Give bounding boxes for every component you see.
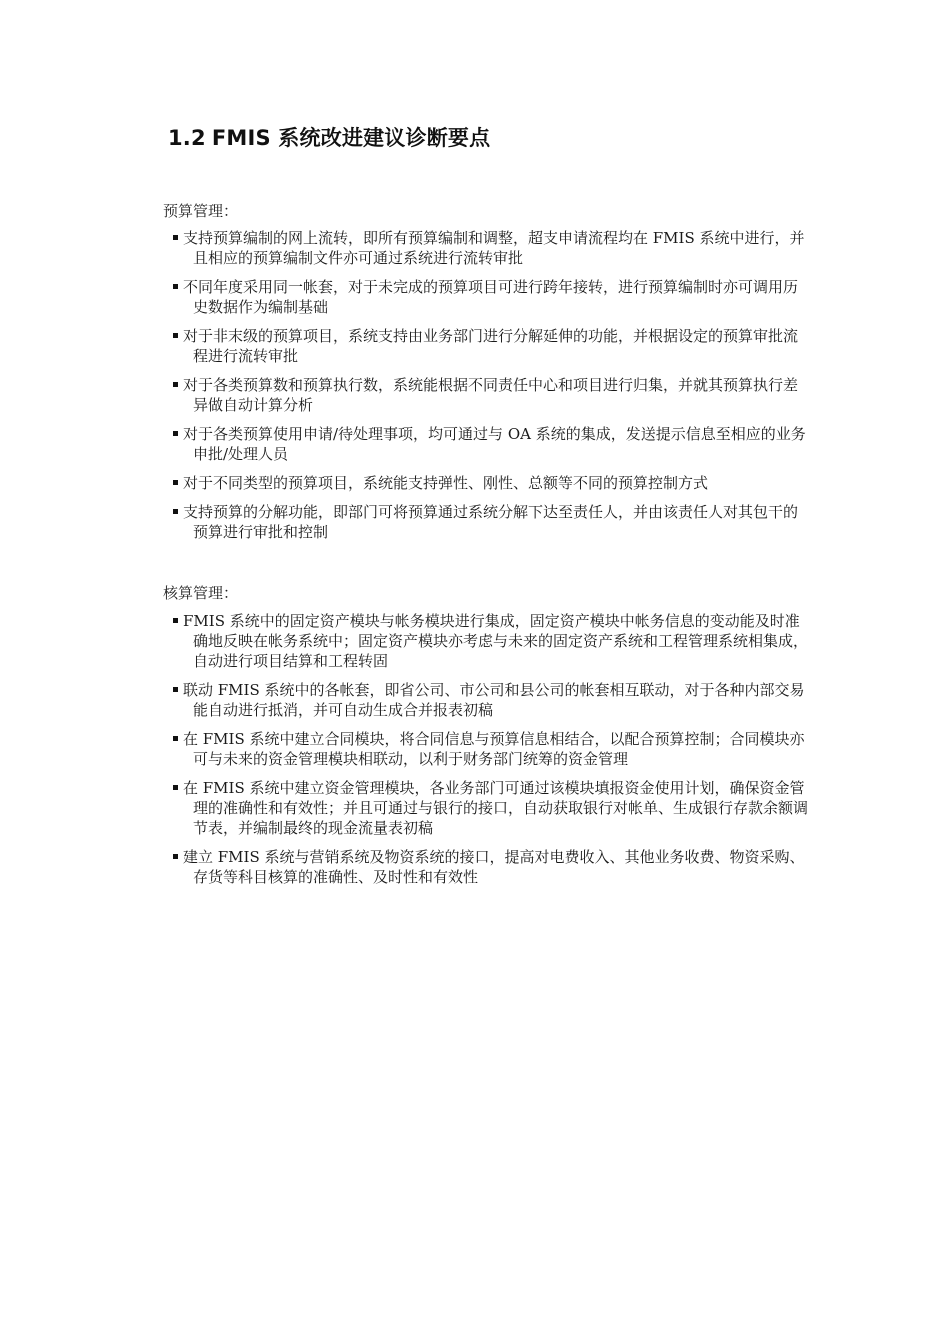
- title-text: FMIS 系统改进建议诊断要点: [211, 126, 491, 150]
- bullet-icon: [173, 382, 178, 387]
- list-item-text: 联动 FMIS 系统中的各帐套，即省公司、市公司和县公司的帐套相互联动，对于各种内部交易能自动进行抵消，并可自动生成合并报表初稿: [183, 681, 805, 719]
- list-item-text: 在 FMIS 系统中建立合同模块，将合同信息与预算信息相结合，以配合预算控制；合同模块亦可与未来的资金管理模块相联动，以利于财务部门统筹的资金管理: [183, 730, 805, 768]
- budget-list: [163, 228, 809, 551]
- bullet-icon: [173, 235, 178, 240]
- bullet-icon: [173, 284, 178, 289]
- list-item-text: 对于各类预算使用申请/待处理事项，均可通过与 OA 系统的集成，发送提示信息至相应的业务申批/处理人员: [183, 425, 806, 463]
- list-item-text: 支持预算编制的网上流转，即所有预算编制和调整，超支申请流程均在 FMIS 系统中进行，并且相应的预算编制文件亦可通过系统进行流转审批: [183, 229, 805, 267]
- budget-section-heading: 预算管理：: [163, 202, 239, 220]
- bullet-icon: [173, 687, 178, 692]
- list-item-text: 支持预算的分解功能，即部门可将预算通过系统分解下达至责任人，并由该责任人对其包干的预算进行审批和控制: [183, 503, 799, 541]
- list-item: [163, 847, 809, 887]
- bullet-icon: [173, 618, 178, 623]
- list-item: [163, 375, 809, 415]
- accounting-list: [163, 611, 809, 896]
- bullet-icon: [173, 480, 178, 485]
- list-item: [163, 228, 809, 268]
- list-item-text: 对于各类预算数和预算执行数，系统能根据不同责任中心和项目进行归集，并就其预算执行差异做自动计算分析: [183, 376, 799, 414]
- bullet-icon: [173, 431, 178, 436]
- list-item-text: 不同年度采用同一帐套，对于未完成的预算项目可进行跨年接转，进行预算编制时亦可调用历史数据作为编制基础: [183, 278, 799, 316]
- list-item: [163, 611, 809, 671]
- list-item-text: 在 FMIS 系统中建立资金管理模块，各业务部门可通过该模块填报资金使用计划，确保资金管理的准确性和有效性；并且可通过与银行的接口，自动获取银行对帐单、生成银行存款余额调节表，并编制最终的现金流量表初稿: [183, 779, 809, 837]
- list-item: [163, 277, 809, 317]
- page-title: [168, 122, 490, 152]
- bullet-icon: [173, 854, 178, 859]
- bullet-icon: [173, 333, 178, 338]
- list-item: [163, 680, 809, 720]
- list-item-text: 建立 FMIS 系统与营销系统及物资系统的接口，提高对电费收入、其他业务收费、物资采购、存货等科目核算的准确性、及时性和有效性: [183, 848, 805, 886]
- title-number: 1.2: [168, 126, 206, 150]
- list-item: [163, 502, 809, 542]
- list-item: [163, 778, 809, 838]
- list-item-text: 对于非末级的预算项目，系统支持由业务部门进行分解延伸的功能，并根据设定的预算审批流程进行流转审批: [183, 327, 799, 365]
- bullet-icon: [173, 785, 178, 790]
- list-item: [163, 326, 809, 366]
- list-item-text: FMIS 系统中的固定资产模块与帐务模块进行集成，固定资产模块中帐务信息的变动能及时准确地反映在帐务系统中；固定资产模块亦考虑与未来的固定资产系统和工程管理系统相集成，自动进行项目结算和工程转固: [183, 612, 809, 670]
- list-item: [163, 729, 809, 769]
- bullet-icon: [173, 509, 178, 514]
- list-item: [163, 473, 809, 493]
- bullet-icon: [173, 736, 178, 741]
- accounting-section-heading: 核算管理：: [163, 584, 239, 602]
- list-item: [163, 424, 809, 464]
- list-item-text: 对于不同类型的预算项目，系统能支持弹性、刚性、总额等不同的预算控制方式: [183, 474, 709, 492]
